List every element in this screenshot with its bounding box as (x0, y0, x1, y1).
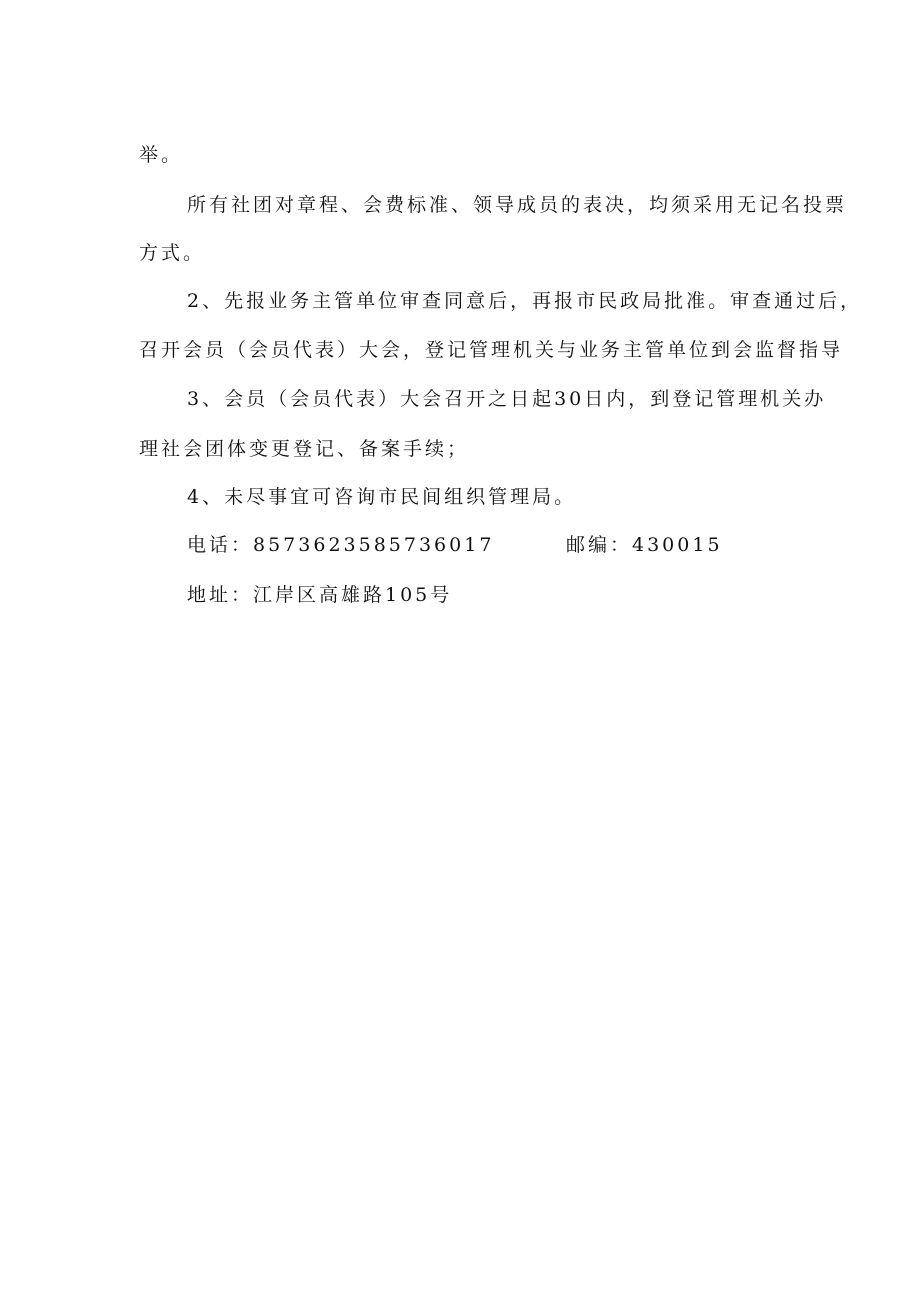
text-line-1: 举。 (139, 144, 184, 166)
text-line-7: 理社会团体变更登记、备案手续； (139, 438, 470, 460)
text-line-5: 召开会员（会员代表）大会，登记管理机关与业务主管单位到会监督指导 (139, 339, 844, 361)
text-line-6: 3、会员（会员代表）大会召开之日起30日内，到登记管理机关办 (187, 388, 827, 410)
text-line-3: 方式。 (139, 242, 206, 264)
text-line-2: 所有社团对章程、会费标准、领导成员的表决，均须采用无记名投票 (187, 194, 848, 216)
text-line-8: 4、未尽事宜可咨询市民间组织管理局。 (187, 486, 577, 508)
address-line: 地址：江岸区高雄路105号 (187, 584, 453, 606)
phone-line: 电话：8573623585736017 (187, 534, 495, 556)
postcode-line: 邮编：430015 (566, 534, 723, 556)
text-line-4: 2、先报业务主管单位审查同意后，再报市民政局批准。审查通过后， (187, 290, 863, 312)
